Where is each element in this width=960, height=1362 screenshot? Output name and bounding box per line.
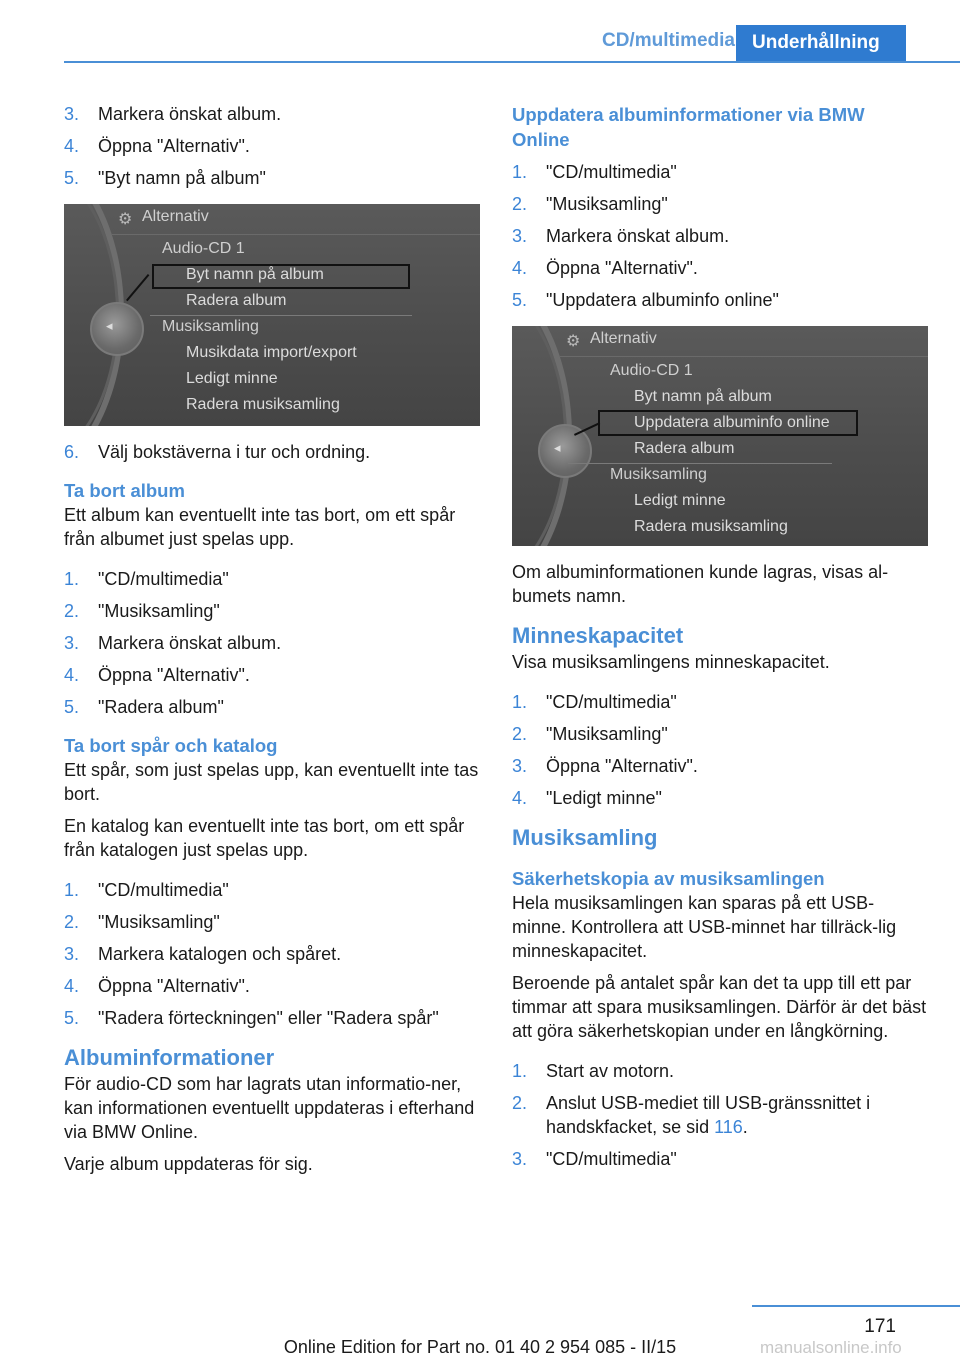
menu-item: Radera album <box>186 292 287 309</box>
page-link[interactable]: 116 <box>714 1117 743 1137</box>
menu-item: Radera musiksamling <box>634 518 788 535</box>
paragraph: Ett album kan eventuellt inte tas bort, om ett spår från albumet just spelas upp. <box>64 505 456 549</box>
menu-item: Uppdatera albuminfo online <box>634 414 830 431</box>
options-icon: ⚙ <box>118 211 133 228</box>
paragraph: Varje album uppdateras för sig. <box>64 1154 313 1174</box>
footer-rule <box>752 1305 960 1307</box>
menu-item: Radera musiksamling <box>186 396 340 413</box>
list-item: 2. "Musiksamling" <box>512 724 668 744</box>
list-item: 1. "CD/multimedia" <box>512 692 677 712</box>
list-item: 5. "Radera förteckningen" eller "Radera spår" <box>64 1008 439 1028</box>
section-heading: Minneskapacitet <box>512 623 684 648</box>
section-heading: Ta bort spår och katalog <box>64 735 278 756</box>
paragraph: För audio-CD som har lagrats utan informatio‐ner, kan informationen eventuellt uppdateras i efterhand via BMW Online. <box>64 1074 475 1142</box>
menu-item: Byt namn på album <box>634 388 772 405</box>
paragraph: Beroende på antalet spår kan det ta upp till ett par timmar att spara musiksamlingen. Därför är det bäst att göra säkerhetskopian under en långkörning. <box>512 973 927 1041</box>
section-heading: Säkerhetskopia av musiksamlingen <box>512 868 825 889</box>
list-item: 5. "Uppdatera albuminfo online" <box>512 290 779 310</box>
list-item: 2. "Musiksamling" <box>64 601 220 621</box>
section-heading: Uppdatera albuminformationer via BMW Online <box>512 104 865 150</box>
list-item: 5. "Byt namn på album" <box>64 168 266 188</box>
menu-item: Ledigt minne <box>634 492 726 509</box>
paragraph: Visa musiksamlingens minneskapacitet. <box>512 652 830 672</box>
menu-group: Musiksamling <box>610 466 707 483</box>
list-item: 4. "Ledigt minne" <box>512 788 662 808</box>
list-item: 4. Öppna "Alternativ". <box>64 665 250 685</box>
controller-knob-icon: ◂ <box>538 424 592 478</box>
right-column <box>512 102 927 1179</box>
section-heading: Musiksamling <box>512 825 658 850</box>
screen-title-bar: ⚙ Alternativ <box>560 326 928 357</box>
list-item: 2. "Musiksamling" <box>512 194 668 214</box>
page-number: 171 <box>864 1316 896 1337</box>
list-item: 2. Anslut USB-mediet till USB-gränssnittet i handskfacket, se sid 116. <box>512 1093 871 1137</box>
menu-item: Ledigt minne <box>186 370 278 387</box>
menu-item: Byt namn på album <box>186 266 324 283</box>
screen-title-bar: ⚙ Alternativ <box>112 204 480 235</box>
menu-group: Audio-CD 1 <box>162 240 245 257</box>
list-item: 5. "Radera album" <box>64 697 224 717</box>
header-section-label: CD/multimedia <box>601 30 735 51</box>
list-item: 4. Öppna "Alternativ". <box>512 258 698 278</box>
paragraph: Om albuminformationen kunde lagras, visas al‐bumets namn. <box>512 562 889 606</box>
paragraph: Ett spår, som just spelas upp, kan eventuellt inte tas bort. <box>64 760 479 804</box>
list-item: 1. "CD/multimedia" <box>64 880 229 900</box>
paragraph: Hela musiksamlingen kan sparas på ett USB-minne. Kontrollera att USB-minnet har tillräck‐lig minneskapacitet. <box>512 893 897 961</box>
list-item: 3. Markera önskat album. <box>64 104 282 124</box>
list-item: 3. Öppna "Alternativ". <box>512 756 698 776</box>
paragraph: En katalog kan eventuellt inte tas bort, om ett spår från katalogen just spelas upp. <box>64 816 465 860</box>
list-item: 4. Öppna "Alternativ". <box>64 136 250 156</box>
controller-knob-icon: ◂ <box>90 302 144 356</box>
list-item: 3. Markera önskat album. <box>64 633 282 653</box>
left-column <box>64 102 479 1184</box>
menu-group: Audio-CD 1 <box>610 362 693 379</box>
section-heading: Albuminformationer <box>64 1045 275 1070</box>
idrive-screenshot-update-info <box>512 326 928 546</box>
edition-line: Online Edition for Part no. 01 40 2 954 085 - II/15 <box>283 1337 677 1357</box>
list-item: 3. "CD/multimedia" <box>512 1149 677 1169</box>
header-rule <box>64 61 960 63</box>
watermark: manualsonline.info <box>760 1338 902 1357</box>
list-item: 1. "CD/multimedia" <box>64 569 229 589</box>
section-heading: Ta bort album <box>64 480 185 501</box>
menu-group: Musiksamling <box>162 318 259 335</box>
list-item: 1. Start av motorn. <box>512 1061 675 1081</box>
menu-item: Radera album <box>634 440 735 457</box>
callout-line <box>126 274 149 301</box>
options-icon: ⚙ <box>566 333 581 350</box>
list-item: 4. Öppna "Alternativ". <box>64 976 250 996</box>
list-item: 3. Markera katalogen och spåret. <box>64 944 342 964</box>
list-item: 1. "CD/multimedia" <box>512 162 677 182</box>
header-tab: Underhållning <box>736 25 906 61</box>
menu-item: Musikdata import/export <box>186 344 357 361</box>
list-item: 2. "Musiksamling" <box>64 912 220 932</box>
list-item: 3. Markera önskat album. <box>512 226 730 246</box>
idrive-screenshot-rename <box>64 204 480 426</box>
list-item: 6. Välj bokstäverna i tur och ordning. <box>64 442 371 462</box>
